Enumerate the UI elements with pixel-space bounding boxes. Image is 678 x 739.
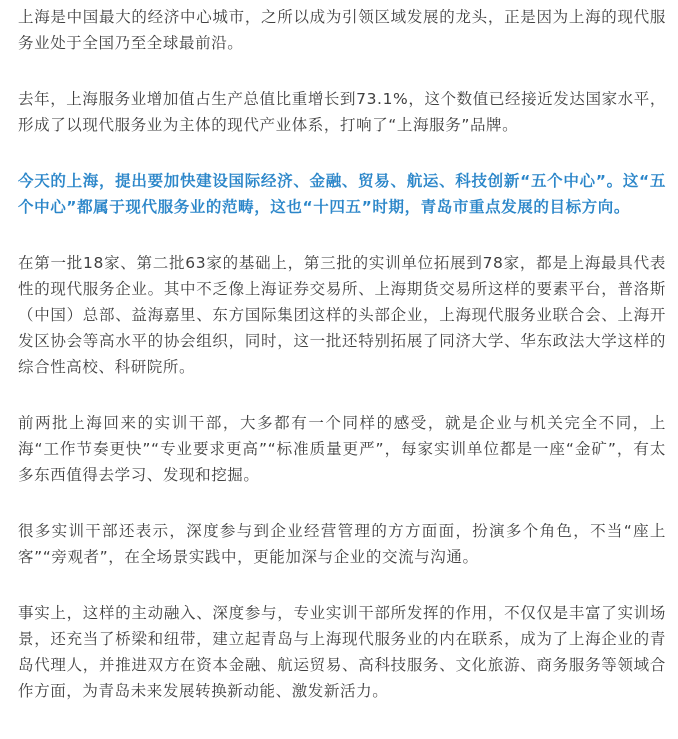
paragraph-service-industry-share: 去年，上海服务业增加值占生产总值比重增长到73.1%，这个数值已经接近发达国家水平，形成了以现代服务业为主体的现代产业体系，打响了“上海服务”品牌。 [18,90,666,134]
paragraph-deep-participation: 很多实训干部还表示，深度参与到企业经营管理的方方面面，扮演多个角色，不当“座上客”“旁观者”，在全场景实践中，更能加深与企业的交流与沟通。 [18,522,666,566]
paragraph-five-centers-highlight: 今天的上海，提出要加快建设国际经济、金融、贸易、航运、科技创新“五个中心”。这“五个中心”都属于现代服务业的范畴，这也“十四五”时期，青岛市重点发展的目标方向。 [18,172,666,216]
paragraph-cadre-feedback: 前两批上海回来的实训干部，大多都有一个同样的感受，就是企业与机关完全不同，上海“工作节奏更快”“专业要求更高”“标准质量更严”，每家实训单位都是一座“金矿”，有太多东西值得去学习、发现和挖掘。 [18,414,666,484]
paragraph-shanghai-economic-center: 上海是中国最大的经济中心城市，之所以成为引领区域发展的龙头，正是因为上海的现代服务业处于全国乃至全球最前沿。 [18,8,666,52]
paragraph-bridge-role: 事实上，这样的主动融入、深度参与，专业实训干部所发挥的作用，不仅仅是丰富了实训场景，还充当了桥梁和纽带，建立起青岛与上海现代服务业的内在联系，成为了上海企业的青岛代理人，并推进双方在资本金融、航运贸易、高科技服务、文化旅游、商务服务等领域合作方面，为青岛未来发展转换新动能、激发新活力。 [18,604,666,700]
paragraph-training-units: 在第一批18家、第二批63家的基础上，第三批的实训单位拓展到78家，都是上海最具代表性的现代服务企业。其中不乏像上海证券交易所、上海期货交易所这样的要素平台，普洛斯（中国）总部、益海嘉里、东方国际集团这样的头部企业，上海现代服务业联合会、上海开发区协会等高水平的协会组织，同时，这一批还特别拓展了同济大学、华东政法大学这样的综合性高校、科研院所。 [18,254,666,376]
